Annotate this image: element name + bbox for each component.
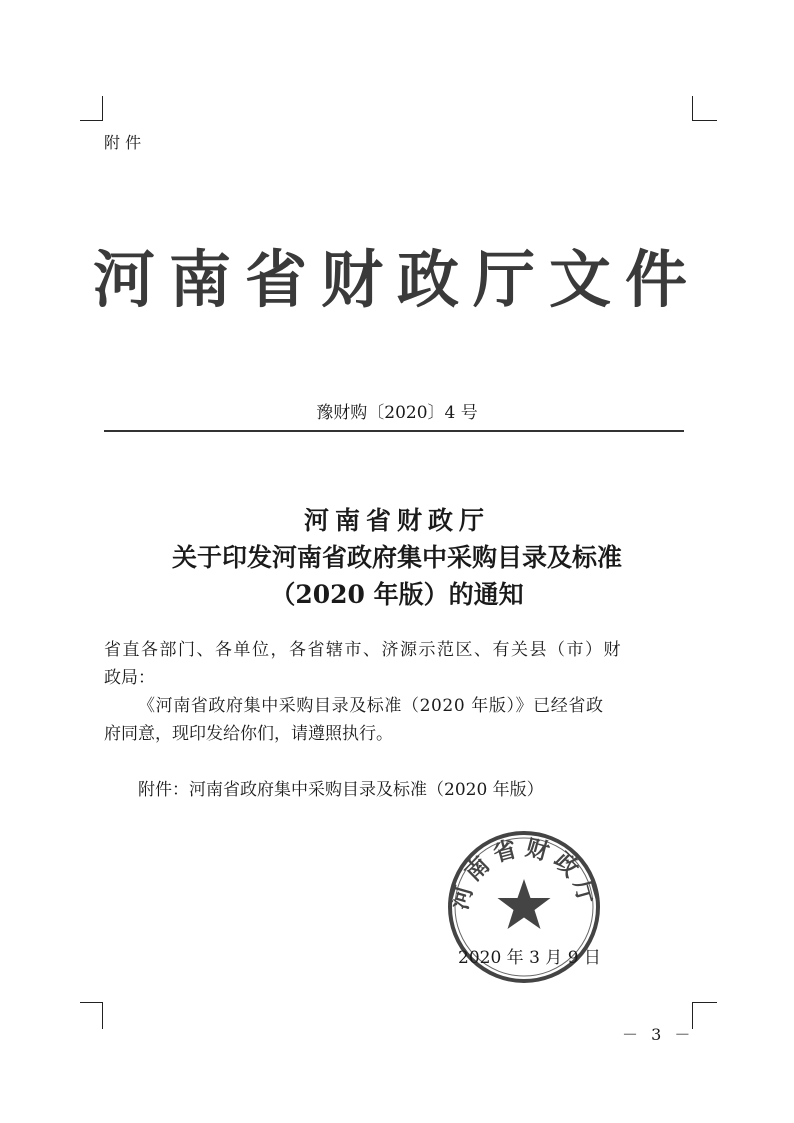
addressee-line-1: 省直各部门、各单位，各省辖市、济源示范区、有关县（市）财: [104, 640, 622, 660]
document-number: 豫财购〔2020〕4 号: [316, 403, 478, 423]
notice-title-line-1: 河南省财政厅: [303, 506, 490, 535]
header-divider: [104, 430, 684, 432]
page-number: － 3 －: [622, 1025, 695, 1044]
body-paragraph-line-2: 府同意，现印发给你们，请遵照执行。: [104, 724, 393, 744]
notice-title-line-3: （2020 年版）的通知: [270, 580, 524, 609]
attachment-label: 附 件: [104, 133, 142, 152]
star-icon: [498, 879, 551, 929]
body-paragraph-line-1: 《河南省政府集中采购目录及标准（2020 年版）》已经省政: [138, 696, 604, 716]
issue-date: 2020 年 3 月 9 日: [458, 948, 601, 968]
crop-mark-top-left: [80, 96, 103, 121]
document-header-title: 河南省财政厅文件: [92, 243, 701, 316]
crop-mark-bottom-right: [692, 1002, 717, 1029]
crop-mark-top-right: [692, 96, 717, 121]
crop-mark-bottom-left: [80, 1002, 103, 1029]
addressee-line-2: 政局：: [104, 668, 155, 688]
attachment-reference: 附件：河南省政府集中采购目录及标准（2020 年版）: [138, 780, 544, 800]
notice-title-line-2: 关于印发河南省政府集中采购目录及标准: [171, 543, 622, 572]
seal-text-path: 河南省财政厅: [446, 834, 602, 913]
